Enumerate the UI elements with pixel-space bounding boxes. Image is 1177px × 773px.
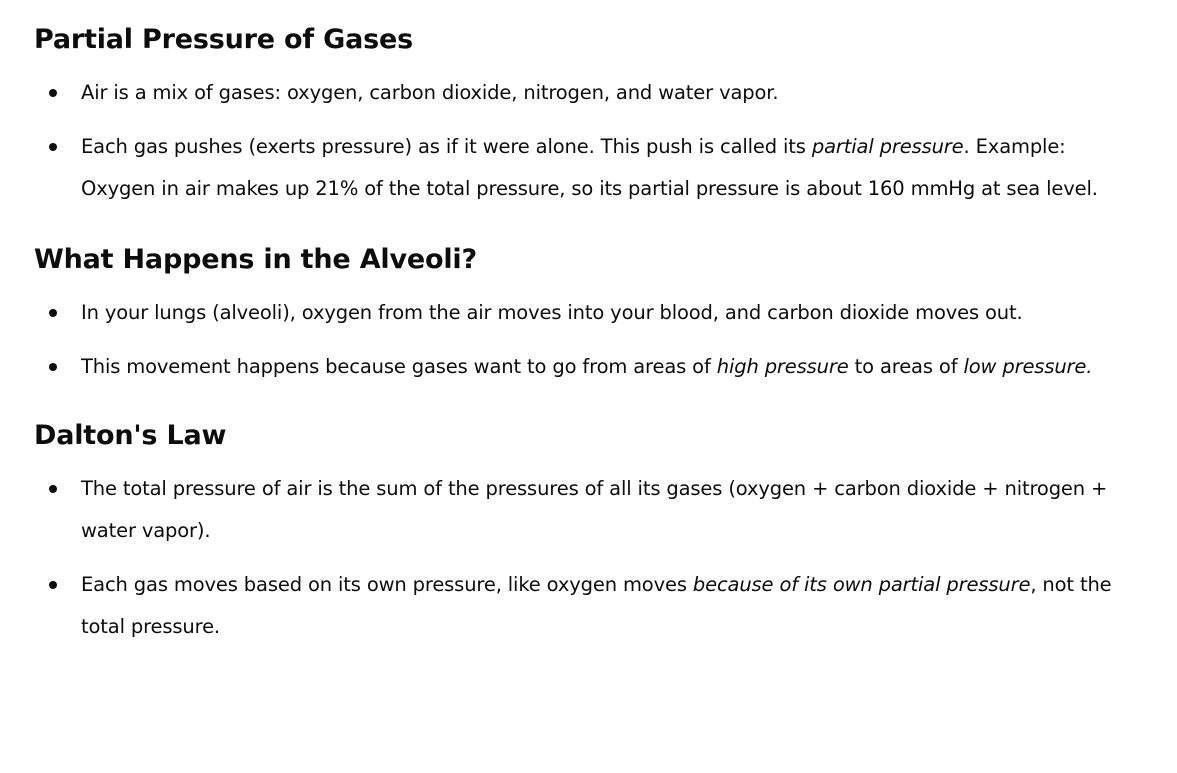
section-alveoli [34,238,1117,388]
bullet-dot-icon [49,89,57,97]
bullet-dot-icon [49,485,57,493]
bullet-dot-icon [49,143,57,151]
section-heading: What Happens in the Alveoli? [34,244,477,275]
list-item: Each gas pushes (exerts pressure) as if it were alone. This push is called its partial pressure. Example: Oxygen in air makes up 21% of the total pressure, so its partial pressure is about 160 mmHg at sea level. [34,126,1117,210]
bullet-dot-icon [49,363,57,371]
bullet-list [34,72,1117,210]
section-heading: Partial Pressure of Gases [34,24,413,55]
bullet-list [34,292,1117,388]
list-item: In your lungs (alveoli), oxygen from the air moves into your blood, and carbon dioxide moves out. [34,292,1117,334]
bullet-dot-icon [49,581,57,589]
bullet-list [34,468,1117,648]
section-daltons-law [34,414,1117,648]
list-item: The total pressure of air is the sum of the pressures of all its gases (oxygen + carbon dioxide + nitrogen + water vapor). [34,468,1117,552]
list-item: This movement happens because gases want to go from areas of high pressure to areas of low pressure. [34,346,1117,388]
section-heading: Dalton's Law [34,420,227,451]
section-partial-pressure [34,18,1117,210]
bullet-dot-icon [49,309,57,317]
list-item: Air is a mix of gases: oxygen, carbon dioxide, nitrogen, and water vapor. [34,72,1117,114]
list-item: Each gas moves based on its own pressure, like oxygen moves because of its own partial pressure, not the total pressure. [34,564,1117,648]
